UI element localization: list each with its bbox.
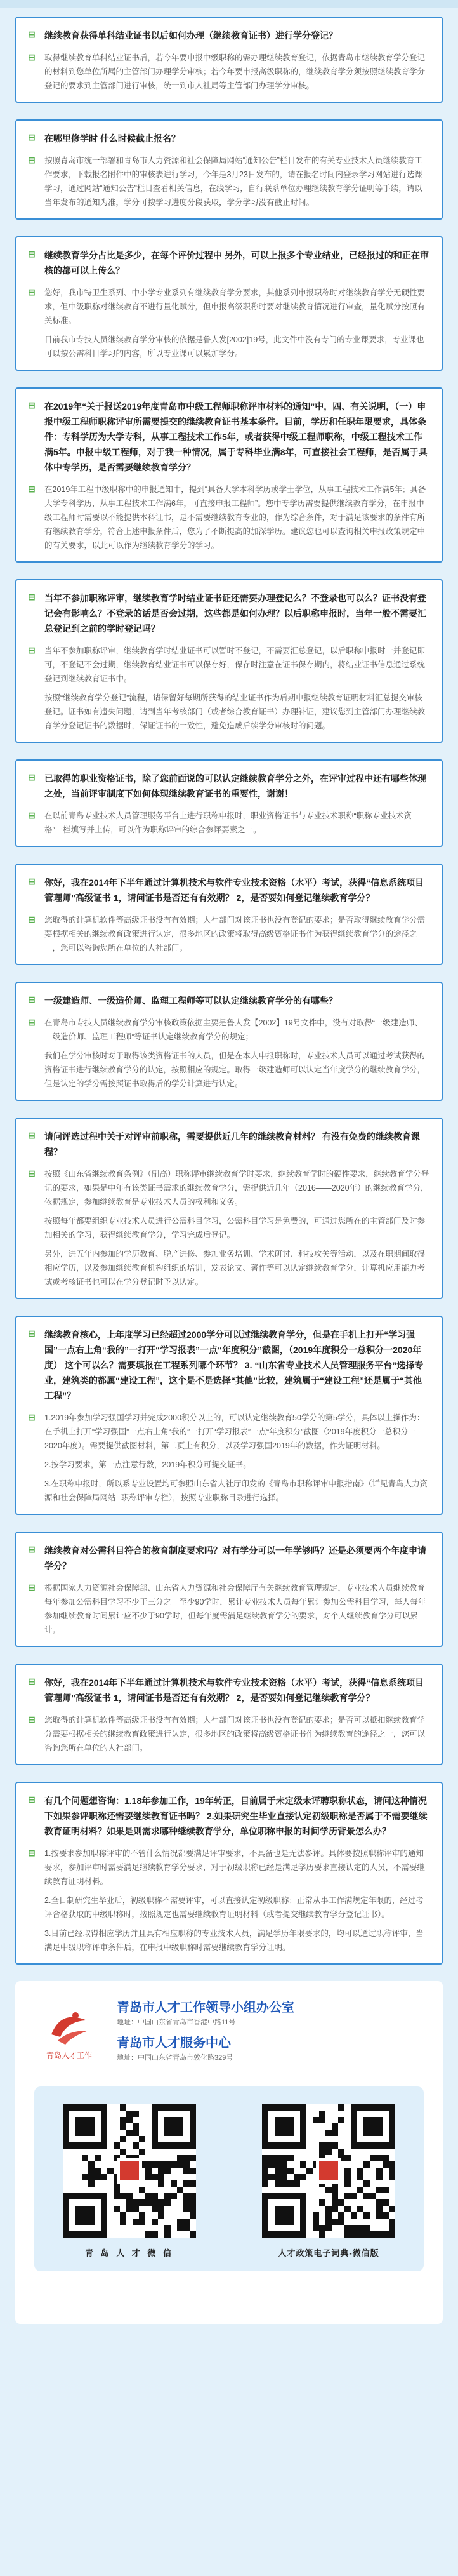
question-icon: ⊟: [28, 132, 36, 142]
answer-row: [28, 644, 430, 733]
answer-paragraph: 您好，我市特卫生系列、中小学专业系列有继续教育学分要求，其他系列申报职称时对继续教育学分无硬性要求，但中级职称对继续教育不进行量化赋分，但申报高级职称时要对继续教育情况进行审查，量化赋分按照有关标准。: [44, 288, 426, 325]
question-text: 在哪里修学时 什么时候截止报名？: [44, 133, 180, 143]
answer-paragraph: 1.2019年参加学习强国学习并完成2000积分以上的，可以认定继续教育50学分的第5学分，具体以上操作为：在手机上打开“学习强国”一点右上角“我的”一打开“学习报表”一点“年度积分”截图（2019年度积分一总积分一2020年度）。需要提供截图材料，第二页上有积分，以及学习强国2019年的数据，作为证明材料。: [44, 1413, 425, 1450]
qa-card: [15, 759, 443, 847]
answer-icon: ⊟: [28, 914, 36, 924]
org-address-2: 地址：中国山东省青岛市敦化路329号: [117, 2054, 233, 2062]
qa-card: [15, 119, 443, 220]
question-icon: ⊟: [28, 592, 36, 602]
answer-icon: ⊟: [28, 1412, 36, 1422]
qa-card: [15, 579, 443, 743]
answer-icon: ⊟: [28, 1714, 36, 1725]
question-row: [28, 131, 430, 146]
question-row: [28, 591, 430, 636]
question-text: 你好，我在2014年下半年通过计算机技术与软件专业技术资格（水平）考试，获得“信息系统项目管理师”高级证书 1，请问证书是否还有有效期？ 2，是否要如何登记继续教育学分？: [44, 878, 424, 903]
answer-icon: ⊟: [28, 810, 36, 820]
qr-code-icon: [262, 2104, 395, 2238]
org-name-1: 青岛市人才工作领导小组办公室: [117, 2001, 294, 2015]
question-row: [28, 1327, 430, 1403]
answer-paragraph: 在2019年工程中级职称中的申报通知中，提到“具备大学本科学历或学士学位，从事工程技术工作满5年；具备大学专科学历，从事工程技术工作满6年，可直接申报工程师”。您中专学历需要提供继续教育学分，在申报中级工程师时需要以不能提供本科证书，是不需要继续教育专业的，作为综合条件，对于满足该要求的条件有所有继续教育学分，符合上述申报条件后，您为了不断提高的加深学历。建议您也可以查询相关申报政策规定中的有关要求，以此可以作为继续教育学分的学习。: [44, 485, 426, 550]
question-icon: ⊟: [28, 1544, 36, 1554]
answer-row: [28, 1846, 430, 1954]
answer-row: [28, 809, 430, 837]
answer-icon: ⊟: [28, 52, 36, 62]
answer-icon: ⊟: [28, 1582, 36, 1592]
dictionary-qr-code[interactable]: [262, 2104, 395, 2238]
answer-paragraph: 2.全日制研究生毕业后，初级职称不需要评审，可以直接认定初级职称；正常从事工作满规定年限的，经过考评合格获取的中级职称时，按照规定也需要继续教育证明材料（或者提交继续教育学分登记证书）。: [44, 1896, 424, 1919]
question-text: 继续教育获得单科结业证书以后如何办理（继续教育证书）进行学分登记？: [44, 30, 337, 41]
answer-row: [28, 1016, 430, 1091]
question-row: [28, 1543, 430, 1573]
qa-card: [15, 387, 443, 563]
answer-paragraph: 目前我市专技人员继续教育学分审核的依据是鲁人发[2002]19号，此文件中没有专门的专业课要求，专业课也可以按公需科目学习的内容，所以专业课可以累加学分。: [44, 335, 424, 358]
question-icon: ⊟: [28, 994, 36, 1004]
qa-card: [15, 864, 443, 965]
question-icon: ⊟: [28, 1130, 36, 1140]
qa-card: [15, 1532, 443, 1647]
qa-card: [15, 1118, 443, 1299]
qa-card: [15, 982, 443, 1101]
org-address-1: 地址：中国山东省青岛市香港中路11号: [117, 2019, 236, 2026]
answer-paragraph: 当年不参加职称评审，继续教育学时结业证书可以暂时不登记，不需要汇总登记，以后职称申报时一并登记即可，不登记不会过期，继续教育结业证书可以保存好，保存时注意在证书保存期内，将结业证书信息通过系统登记到继续教育证书中。: [44, 646, 426, 683]
question-row: [28, 28, 430, 43]
answer-text: [44, 1411, 430, 1505]
question-icon: ⊟: [28, 772, 36, 782]
answer-row: [28, 483, 430, 552]
answer-text: [44, 1846, 430, 1954]
logo-text: 青岛人才工作: [46, 2050, 92, 2060]
question-icon: ⊟: [28, 249, 36, 259]
answer-text: [44, 51, 430, 93]
qa-card: [15, 1316, 443, 1515]
question-icon: ⊟: [28, 1794, 36, 1805]
qa-card: [15, 236, 443, 371]
question-icon: ⊟: [28, 876, 36, 886]
question-icon: ⊟: [28, 1676, 36, 1686]
answer-paragraph: 按照《山东省继续教育条例》（副高）职称评审继续教育学时要求，继续教育学时的硬性要求，继续教育学分登记的要求，如果是中年有该类证书需求的继续教育学分，需提供近几年（2016——2020年）的继续教育学分，依据规定，参加继续教育是专业技术人员的权利和义务。: [44, 1170, 429, 1206]
answer-row: [28, 1713, 430, 1755]
question-row: [28, 1675, 430, 1705]
qr-caption-dictionary: 人才政策电子词典-微信版: [278, 2248, 379, 2258]
qa-card: [15, 1782, 443, 1965]
wechat-qr-code[interactable]: [63, 2104, 196, 2238]
answer-icon: ⊟: [28, 1168, 36, 1178]
answer-row: [28, 51, 430, 93]
answer-text: [44, 154, 430, 210]
answer-paragraph: 1.按要求参加职称评审的不管什么情况都要满足评审要求，不具备也是无法参评。具体要按照职称评审的通知要求，参加评审时需要满足继续教育学分要求，对于初级职称已经是满足学历要求直接认定的人员，不需要继续教育证明材料。: [44, 1849, 426, 1886]
answer-text: [44, 1167, 430, 1289]
answer-row: [28, 286, 430, 361]
qr-codes: [34, 2086, 424, 2271]
answer-icon: ⊟: [28, 155, 36, 165]
question-icon: ⊟: [28, 29, 36, 39]
question-text: 有几个问题想咨询：1.18年参加工作，19年转正，目前属于未定级未评聘职称状态，请问这种情况下如果参评职称还需要继续教育证书吗？ 2.如果研究生毕业直接认定初级职称是否属于不需要继续教育证明材料？如果是则需求哪种继续教育学分，单位职称申报的时间学历背景怎么办？: [44, 1796, 428, 1836]
answer-text: [44, 1713, 430, 1755]
question-row: [28, 993, 430, 1008]
question-text: 在2019年“关于报送2019年度青岛市中级工程师职称评审材料的通知”中，四、有关说明，（一）申报中级工程师职称评审所需要提交的继续教育证书基本条件。目前，学历和任职年限要求，具体条件：专科学历为大学专科，从事工程技术工作5年，或者获得中级工程师职称，中级工程技术工作满5年。申报中级工程师，对于我一种情况，属于专科毕业满8年，可直接社会工程师，是否属于具体中专学历，是否需要继续教育学分？: [44, 401, 428, 472]
answer-icon: ⊟: [28, 1848, 36, 1858]
answer-row: [28, 1411, 430, 1505]
question-text: 请问评选过程中关于对评审前职称，需要提供近几年的继续教育材料？ 有没有免费的继续教育课程？: [44, 1131, 420, 1157]
answer-row: [28, 1581, 430, 1637]
question-text: 继续教育学分占比是多少，在每个评价过程中 另外，可以上报多个专业结业，已经报过的和正在审核的都可以上传么？: [44, 250, 429, 276]
answer-icon: ⊟: [28, 1017, 36, 1027]
answer-paragraph: 根据国家人力资源社会保障部、山东省人力资源和社会保障厅有关继续教育管理规定，专业技术人员继续教育每年参加公需科目学习不少于三分之一至少90学时，累计专业技术人员每年累计参加公需科目学习，每人每年参加继续教育时间累计应不少于90学时，但每年度需满足继续教育学分的要求，对个人继续教育学分可以累计。: [44, 1584, 426, 1634]
question-text: 已取得的职业资格证书，除了您前面说的可以认定继续教育学分之外，在评审过程中还有哪些体现之处，当前评审制度下如何体现继续教育证书的重要性，谢谢！: [44, 773, 426, 799]
answer-row: [28, 1167, 430, 1289]
answer-text: [44, 809, 430, 837]
top-divider: [0, 0, 458, 8]
qr-code-icon: [63, 2104, 196, 2238]
question-icon: ⊟: [28, 400, 36, 410]
answer-text: [44, 913, 430, 955]
qingdao-talent-logo: [34, 1999, 104, 2069]
qa-list: [0, 8, 458, 1965]
question-row: [28, 248, 430, 278]
answer-icon: ⊟: [28, 645, 36, 655]
qa-card: [15, 1664, 443, 1765]
answer-paragraph: 我们在学分审核时对于取得该类资格证书的人员，但是在本人申报职称时，专业技术人员可以通过考试获得的资格证书进行继续教育学分的认定，按照相应的规定。取得一级建造师可以认定当年度学分的继续教育学分，但是认定的学分需按照证书取得后的学分计算进行认定。: [44, 1051, 426, 1088]
question-text: 你好，我在2014年下半年通过计算机技术与软件专业技术资格（水平）考试，获得“信息系统项目管理师”高级证书 1，请问证书是否还有有效期？ 2，是否要如何登记继续教育学分？: [44, 1678, 424, 1703]
answer-text: [44, 1581, 430, 1637]
answer-text: [44, 644, 430, 733]
answer-text: [44, 286, 430, 361]
answer-paragraph: 您取得的计算机软件等高级证书没有有效期；人社部门对该证书也没有登记的要求；是否可以抵扣继续教育学分需要根据相关的继续教育政策进行认定，很多地区的政策将高级资格证书作为继续教育的途径之一，您可以咨询您所在单位的人社部门。: [44, 1716, 426, 1752]
question-icon: ⊟: [28, 1328, 36, 1338]
office-block: [34, 1999, 424, 2070]
answer-paragraph: 在青岛市专技人员继续教育学分审核政策依据主要是鲁人发【2002】19号文件中，没有对取得“一级建造师、一级造价师、监理工程师”等证书认定继续教育学分的规定；: [44, 1018, 422, 1041]
question-row: [28, 1793, 430, 1839]
answer-paragraph: 3.在职称申报时，所以系专业设置均可参照山东省人社厅印发的《青岛市职称评审申报指南》（详见青岛人力资源和社会保障局网站--职称评审专栏），按照专业职称目录进行选择。: [44, 1479, 428, 1502]
question-text: 一级建造师、一级造价师、监理工程师等可以认定继续教育学分的有哪些？: [44, 996, 337, 1006]
qr-box-wechat: [60, 2104, 199, 2259]
answer-paragraph: 您取得的计算机软件等高级证书没有有效期；人社部门对该证书也没有登记的要求；是否取得继续教育学分需要根据相关的继续教育政策进行认定，很多地区的政策将取得高级资格证书作为获得继续教育学分的途径之一，您可以咨询您所在单位的人社部门。: [44, 916, 426, 952]
answer-icon: ⊟: [28, 287, 36, 297]
answer-paragraph: 2.按学习要求，第一点注意行数，2019年积分可提交证书。: [44, 1460, 251, 1469]
org-name-2: 青岛市人才服务中心: [117, 2036, 231, 2050]
answer-paragraph: 按照青岛市统一部署和青岛市人力资源和社会保障局网站“通知公告”栏目发布的有关专业技术人员继续教育工作要求，下载报名附件中的审核表进行学习，今年是3月23日发布的，请在报名时间内登录学习网站进行选课学习，通过网站“通知公告”栏目查看相关信息，在线学习，自行联系单位办理继续教育学分证明等手续，请以当年发布的通知为准，学分可按学习进度分段获取，学分学习没有截止时间。: [44, 156, 422, 207]
qa-card: [15, 17, 443, 103]
answer-row: [28, 913, 430, 955]
footer: [15, 1981, 443, 2324]
question-text: 继续教育对公需科目符合的教育制度要求吗？对有学分可以一年学够吗？还是必须要两个年度申请学分？: [44, 1545, 426, 1571]
qr-box-dictionary: [259, 2104, 398, 2259]
answer-row: [28, 154, 430, 210]
answer-paragraph: 取得继续教育单科结业证书后，若今年要申报中级职称的需办理继续教育登记，依据青岛市继续教育学分登记的材料到您单位所属的主管部门办理学分审核；若今年要申报高级职称的，继续教育学分须按照继续教育学分登记的要求到主管部门进行审核，统一到市人社局等主管部门办理学分审核。: [44, 53, 426, 90]
answer-paragraph: 在以前青岛专业技术人员管理服务平台上进行职称申报时，职业资格证书与专业技术职称“职称专业技术资格”一栏填写并上传，可以作为职称评审的综合参评要素之一。: [44, 811, 412, 834]
question-text: 当年不参加职称评审，继续教育学时结业证书证还需要办理登记么？不登录也可以么？证书没有登记会有影响么？不登录的话是否会过期，这些都是如何办理？以后职称申报时，当年一般不需要汇总登记到之前的学时登记吗？: [44, 593, 426, 634]
answer-text: [44, 1016, 430, 1091]
answer-paragraph: 3.目前已经取得相应学历并且具有相应职称的专业技术人员，满足学历年限要求的，均可以通过职称评审，当满足中级职称评审条件后，在申报中级职称时需要继续教育学分证明。: [44, 1929, 424, 1952]
question-row: [28, 1129, 430, 1159]
talent-logo-icon: [46, 2009, 92, 2047]
question-row: [28, 399, 430, 475]
answer-paragraph: 另外，进五年内参加的学历教育、脱产进修、参加业务培训、学术研讨、科技攻关等活动，以及在职期间取得相应学历，以及参加继续教育机构组织的培训，发表论文、著作等可以认定继续教育学分，计算机应用能力考试或考核证书也可以在学分登记时予以认定。: [44, 1250, 426, 1286]
answer-paragraph: 按照每年都要组织专业技术人员进行公需科目学习，公需科目学习是免费的，可通过您所在的主管部门及时参加相关的学习，获得继续教育学分，学习完成后登记。: [44, 1217, 426, 1239]
question-text: 继续教育核心，上年度学习已经超过2000学分可以过继续教育学分，但是在手机上打开“学习强国”一点右上角“我的”一打开“学习报表”一点“年度积分”截图，（2019年度积分一总积分一2020年度） 这个可以么？需要填报在工程系列哪个环节？ 3. “山东省专业技术人员管理服务平台”选择专业，建筑类的都属“建设工程”，这个是不是选择“其他”比较，建筑属于“建设工程”还是属于“其他工程”？: [44, 1330, 424, 1401]
answer-text: [44, 483, 430, 552]
org-info: [117, 1999, 294, 2070]
answer-paragraph: 按照“继续教育学分登记”流程，请保留好每期所获得的结业证书作为后期申报继续教育证明材料汇总提交审核登记。证书如有遗失问题，请到当年考核部门（或者综合教育证书）办理补证，建议您到主管部门办理继续教育学分登记证书的数据时，保证证书的一致性，避免造成后续学分审核时的问题。: [44, 693, 426, 730]
question-row: [28, 771, 430, 801]
qr-caption-wechat: 青 岛 人 才 微 信: [84, 2248, 174, 2258]
question-row: [28, 875, 430, 905]
answer-icon: ⊟: [28, 484, 36, 494]
